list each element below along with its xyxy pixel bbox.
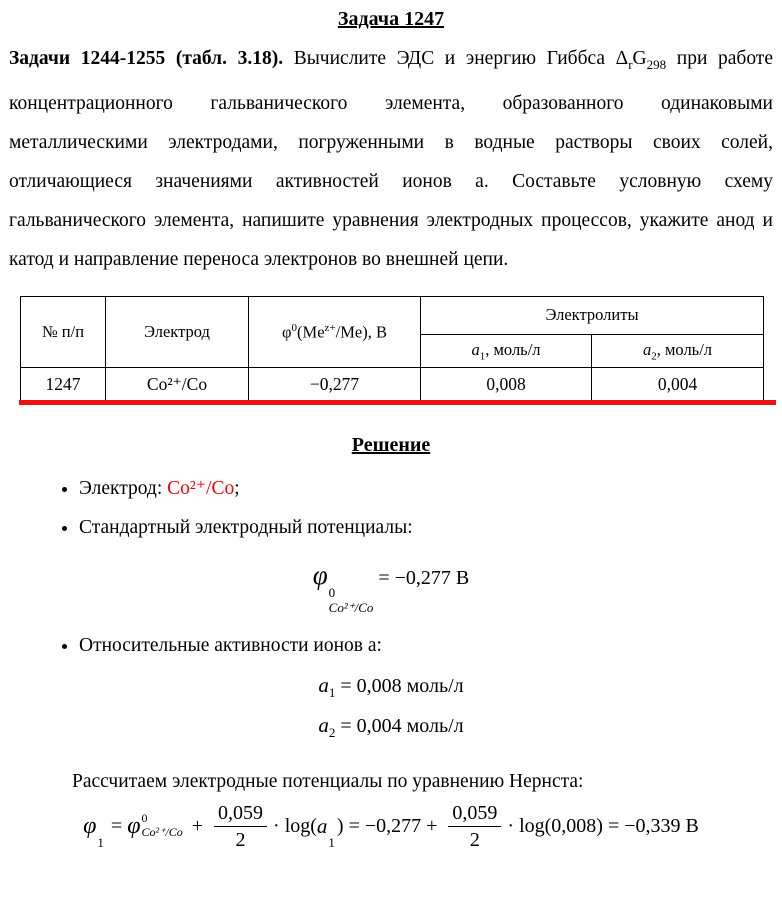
a1-subscript: 1 bbox=[479, 350, 486, 363]
red-highlight-line bbox=[19, 400, 776, 405]
page-title: Задача 1247 bbox=[337, 8, 445, 30]
col-header-a1 bbox=[421, 334, 592, 367]
cell-a1: 0,008 bbox=[421, 367, 592, 402]
bullet-electrode bbox=[79, 469, 773, 508]
cell-a2: 0,004 bbox=[592, 367, 764, 402]
a1-symbol: a bbox=[318, 672, 329, 697]
bullet-electrode-end: ; bbox=[234, 477, 240, 499]
table-header-row-1 bbox=[21, 296, 764, 334]
cell-electrode: Co²⁺/Co bbox=[106, 367, 249, 402]
formula-rhs: = −0,277 В bbox=[378, 566, 470, 589]
cell-problem-number: 1247 bbox=[21, 367, 106, 402]
phi0-symbol: φ bbox=[127, 812, 141, 839]
problem-statement bbox=[9, 39, 773, 279]
bullet-standard-potential: • Стандартный электродный потенциалы: bbox=[79, 508, 773, 547]
bullet-electrode-label: Электрод: bbox=[79, 477, 168, 499]
metal-charge-superscript: z+ bbox=[324, 321, 336, 334]
plus-sign: + bbox=[186, 814, 209, 837]
a2-symbol: a bbox=[642, 339, 652, 359]
a2-subscript: 2 bbox=[651, 350, 657, 363]
a1-symbol: a bbox=[471, 339, 480, 359]
phi0-subscript: Co²⁺/Co bbox=[141, 825, 183, 840]
log1-prefix: · log( bbox=[273, 814, 317, 837]
delta-subscript-r: r bbox=[628, 56, 633, 72]
col-header-num: № п/п bbox=[21, 296, 106, 367]
a2-subscript: 2 bbox=[328, 724, 336, 740]
col-header-electrolytes: Электролиты bbox=[421, 296, 764, 334]
potential-unit: /Me), В bbox=[335, 322, 387, 342]
problem-text-2: при работе концентрационного гальванического элемента, образованного одинаковыми металлическими электродами, погруженными в водные растворы своих солей, отличающиеся значениями активностей ионов а. Составьте условную схему гальванического элемента, напишите уравнения электродных процессов, укажите анод и катод и направление переноса электронов во внешней цепи. bbox=[9, 48, 773, 270]
formula-standard-potential bbox=[9, 560, 773, 616]
fraction-1 bbox=[214, 800, 267, 853]
col-header-electrode: Электрод bbox=[106, 296, 249, 367]
a2-value: = 0,004 моль/л bbox=[335, 714, 464, 737]
phi1-symbol: φ bbox=[83, 812, 97, 839]
a2-symbol: a bbox=[318, 712, 329, 737]
phi0-superscript: 0 bbox=[141, 811, 148, 826]
a1-unit: , моль/л bbox=[485, 339, 541, 359]
formula-a2 bbox=[9, 709, 773, 749]
nernst-intro-text: Рассчитаем электродные потенциалы по уравнению Нернста: bbox=[72, 770, 584, 792]
bullet-electrode-value: Co²⁺/Co bbox=[167, 477, 235, 499]
gibbs-symbol: G bbox=[632, 48, 647, 69]
gibbs-subscript-298: 298 bbox=[646, 56, 667, 72]
log1-variable: a bbox=[316, 813, 328, 838]
phi-superscript: 0 bbox=[291, 321, 298, 334]
phi0-supsub-stack bbox=[141, 812, 182, 840]
formula-nernst bbox=[9, 800, 773, 853]
problem-text-1: Вычислите ЭДС и энергию Гиббса Δ bbox=[283, 48, 629, 69]
table-row bbox=[21, 367, 764, 402]
a2-unit: , моль/л bbox=[656, 339, 713, 359]
phi-superscript: 0 bbox=[328, 584, 336, 600]
phi-symbol: φ bbox=[282, 322, 292, 342]
potential-text: (Me bbox=[297, 322, 325, 342]
cell-potential: −0,277 bbox=[249, 367, 421, 402]
problem-data-table bbox=[20, 296, 764, 403]
fraction-2-numerator: 0,059 bbox=[448, 800, 501, 827]
equals-sign: = bbox=[105, 814, 128, 837]
col-header-a2 bbox=[592, 334, 764, 367]
phi-supsub-stack bbox=[329, 586, 374, 616]
log2-expression: · log(0,008) = −0,339 В bbox=[507, 814, 699, 837]
fraction-1-numerator: 0,059 bbox=[214, 800, 267, 827]
bullet-activities: • Относительные активности ионов а: bbox=[79, 626, 773, 665]
phi-symbol: φ bbox=[312, 559, 328, 590]
log1-suffix: ) = −0,277 + bbox=[336, 814, 443, 837]
phi-subscript: Co²⁺/Co bbox=[328, 599, 374, 615]
a1-value: = 0,008 моль/л bbox=[335, 674, 464, 697]
fraction-1-denominator: 2 bbox=[235, 828, 246, 851]
fraction-2-denominator: 2 bbox=[469, 828, 480, 851]
phi1-subscript: 1 bbox=[97, 834, 104, 850]
formula-a1 bbox=[9, 669, 773, 709]
solution-heading: Решение bbox=[351, 433, 431, 456]
log1-subscript: 1 bbox=[328, 834, 335, 850]
fraction-2 bbox=[448, 800, 501, 853]
problem-lead: Задачи 1244-1255 (табл. 3.18). bbox=[9, 48, 284, 69]
solution-bullet-list-2 bbox=[9, 626, 773, 665]
col-header-potential bbox=[249, 296, 421, 367]
solution-bullet-list bbox=[9, 469, 773, 547]
a1-subscript: 1 bbox=[328, 684, 336, 700]
